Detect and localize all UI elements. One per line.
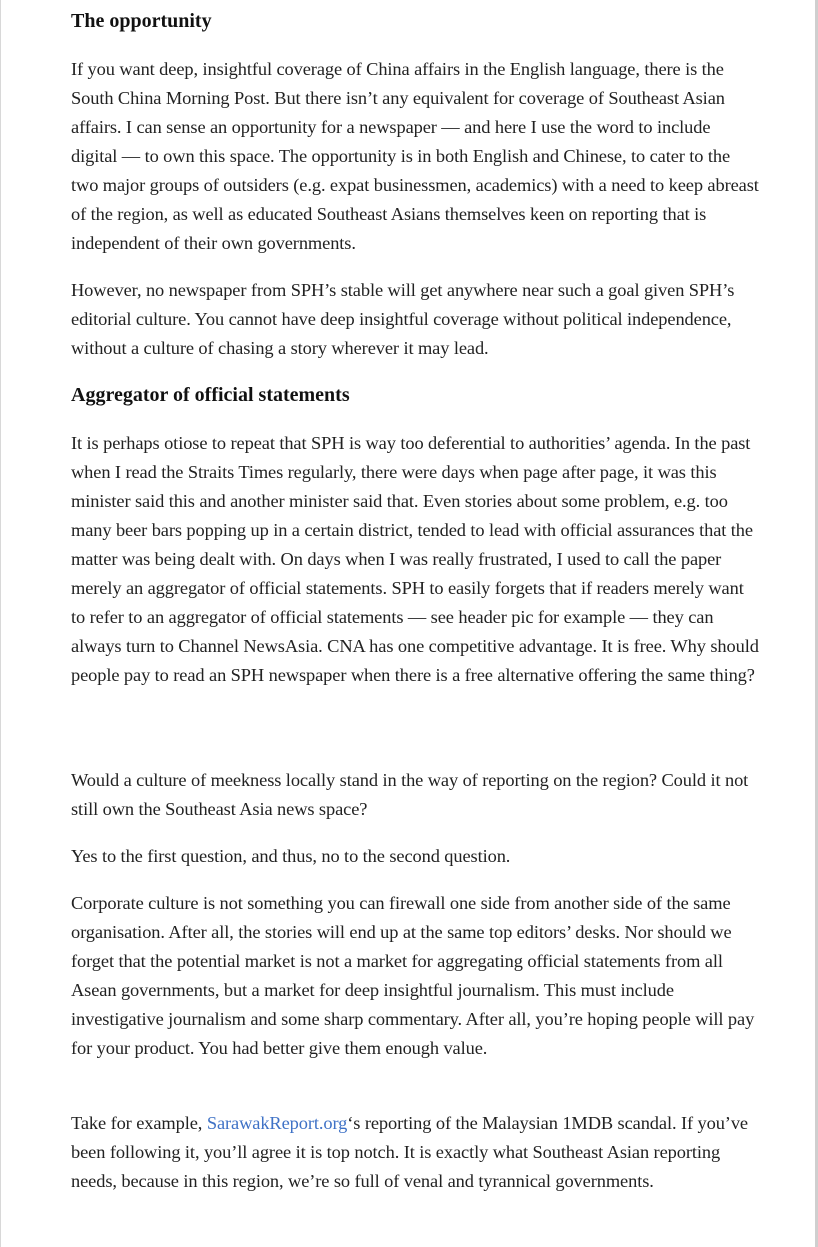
sarawakreport-link[interactable]: SarawakReport.org — [206, 1113, 348, 1133]
paragraph-6: Corporate culture is not something you can firewall one side from another side of the same organisation. After all, the stories will end up at the same top editors’ desks. Nor should we forget that the potential market is not a market for aggregating official statements from all Asean governments, but a market for deep insightful journalism. This must include investigative journalism and some sharp commentary. After all, you’re hoping people will pay for your product. You had better give them enough value. — [71, 893, 755, 1058]
paragraph-7 — [71, 1109, 761, 1196]
heading-the-opportunity: The opportunity — [71, 10, 212, 32]
paragraph-5: Yes to the first question, and thus, no to the second question. — [71, 846, 511, 866]
heading-aggregator-of-official-statements: Aggregator of official statements — [71, 384, 350, 406]
paragraph-4: Would a culture of meekness locally stand in the way of reporting on the region? Could it not still own the Southeast Asia news space? — [71, 770, 749, 819]
paragraph-7-suffix: ‘s reporting of the Malaysian 1MDB scandal. If you’ve been following it, you’ll agree it is top notch. It is exactly what Southeast Asian reporting needs, because in this region, we’re so full of venal and tyrannical governments. — [71, 1113, 748, 1191]
paragraph-2: However, no newspaper from SPH’s stable will get anywhere near such a goal given SPH’s editorial culture. You cannot have deep insightful coverage without political independence, without a culture of chasing a story wherever it may lead. — [71, 280, 735, 358]
paragraph-1: If you want deep, insightful coverage of China affairs in the English language, there is the South China Morning Post. But there isn’t any equivalent for coverage of Southeast Asian affairs. I can sense an opportunity for a newspaper — and here I use the word to include digital — to own this space. The opportunity is in both English and Chinese, to cater to the two major groups of outsiders (e.g. expat businessmen, academics) with a need to keep abreast of the region, as well as educated Southeast Asians themselves keen on reporting that is independent of their own governments. — [71, 59, 759, 253]
paragraph-3: It is perhaps otiose to repeat that SPH is way too deferential to authorities’ agenda. In the past when I read the Straits Times regularly, there were days when page after page, it was this minister said this and another minister said that. Even stories about some problem, e.g. too many beer bars popping up in a certain district, tended to lead with official assurances that the matter was being dealt with. On days when I was really frustrated, I used to call the paper merely an aggregator of official statements. SPH to easily forgets that if readers merely want to refer to an aggregator of official statements — see header pic for example — they can always turn to Channel NewsAsia. CNA has one competitive advantage. It is free. Why should people pay to read an SPH newspaper when there is a free alternative offering the same thing? — [71, 433, 759, 685]
paragraph-7-prefix: Take for example, — [71, 1113, 207, 1133]
